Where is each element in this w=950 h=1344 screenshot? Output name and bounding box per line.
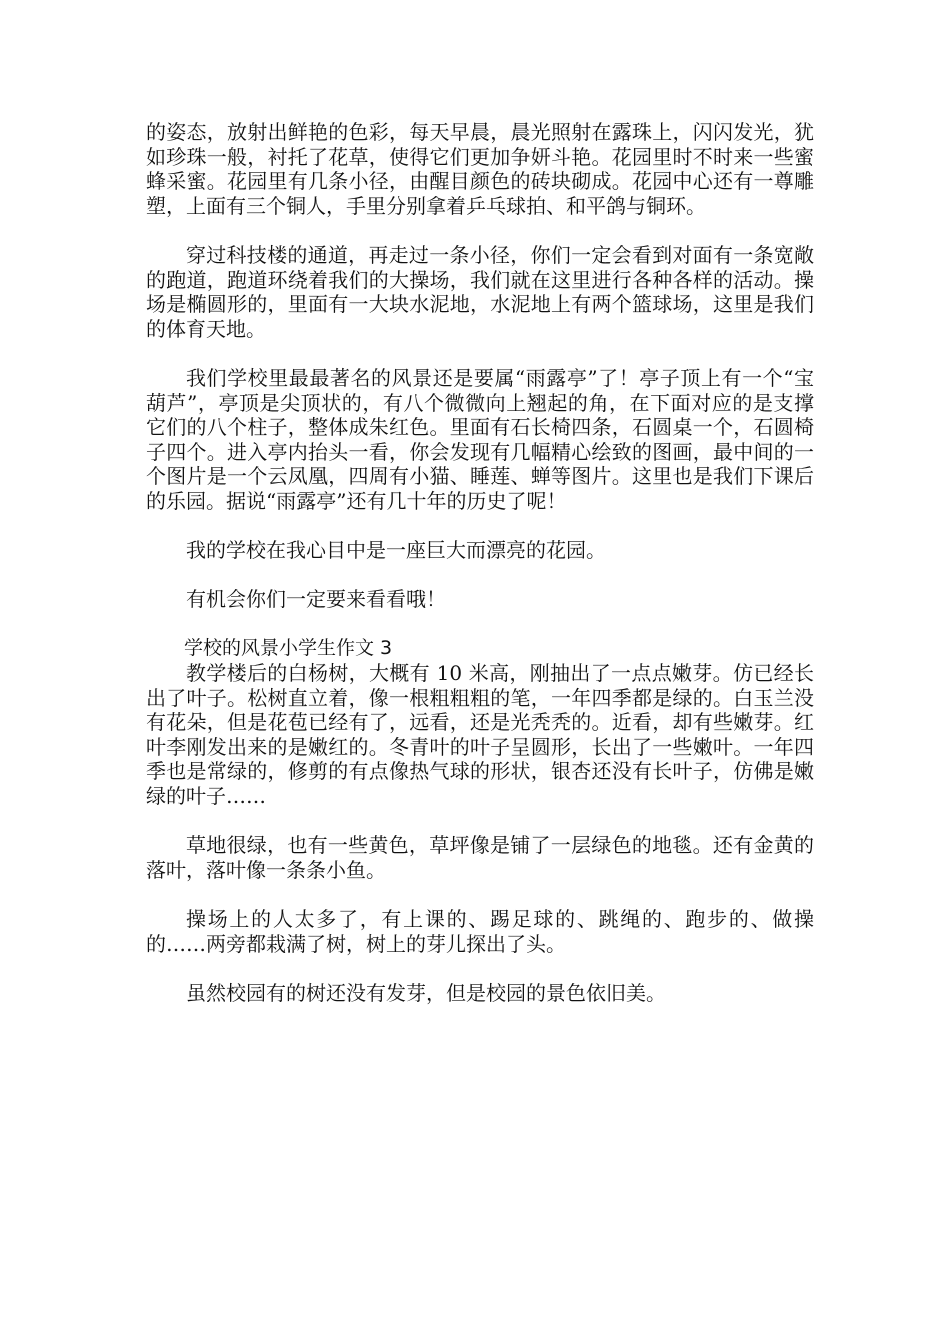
- paragraph-invitation: 有机会你们一定要来看看哦！: [186, 587, 446, 612]
- paragraph-school-garden: 我的学校在我心目中是一座巨大而漂亮的花园。: [186, 538, 606, 563]
- paragraph-pavilion: 我们学校里最最著名的风景还是要属“雨露亭”了！亭子顶上有一个“宝葫芦”，亭顶是尖顶状的，有八个微微向上翘起的角，在下面对应的是支撑它们的八个柱子，整体成朱红色。里面有石长椅四条，石圆桌一个，石圆椅子四个。进入亭内抬头一看，你会发现有几幅精心绘致的图画，最中间的一个图片是一个云凤凰，四周有小猫、睡莲、蝉等图片。这里也是我们下课后的乐园。据说“雨露亭”还有几十年的历史了呢！: [146, 365, 814, 513]
- paragraph-track: 穿过科技楼的通道，再走过一条小径，你们一定会看到对面有一条宽敞的跑道，跑道环绕着我们的大操场，我们就在这里进行各种各样的活动。操场是椭圆形的，里面有一大块水泥地，水泥地上有两个篮球场，这里是我们的体育天地。: [146, 242, 814, 341]
- essay-title: 学校的风景小学生作文 3: [184, 637, 393, 660]
- document-body: [146, 120, 814, 1005]
- paragraph-playground: 操场上的人太多了，有上课的、踢足球的、跳绳的、跑步的、做操的……两旁都栽满了树，树上的芽儿探出了头。: [146, 907, 814, 956]
- paragraph-conclusion: 虽然校园有的树还没有发芽，但是校园的景色依旧美。: [186, 980, 666, 1005]
- paragraph-grass: 草地很绿，也有一些黄色，草坪像是铺了一层绿色的地毯。还有金黄的落叶，落叶像一条条小鱼。: [146, 833, 814, 882]
- paragraph-garden: 的姿态，放射出鲜艳的色彩，每天早晨，晨光照射在露珠上，闪闪发光，犹如珍珠一般，衬托了花草，使得它们更加争妍斗艳。花园里时不时来一些蜜蜂采蜜。花园里有几条小径，由醒目颜色的砖块砌成。花园中心还有一尊雕塑，上面有三个铜人，手里分别拿着乒乓球拍、和平鸽与铜环。: [146, 120, 814, 218]
- paragraph-trees: 教学楼后的白杨树，大概有 10 米高，刚抽出了一点点嫩芽。仿已经长出了叶子。松树直立着，像一根粗粗粗的笔，一年四季都是绿的。白玉兰没有花朵，但是花苞已经有了，远看，还是光秃秃的。近看，却有些嫩芽。红叶李刚发出来的是嫩红的。冬青叶的叶子呈圆形，长出了一些嫩叶。一年四季也是常绿的，修剪的有点像热气球的形状，银杏还没有长叶子，仿佛是嫩绿的叶子……: [146, 661, 814, 809]
